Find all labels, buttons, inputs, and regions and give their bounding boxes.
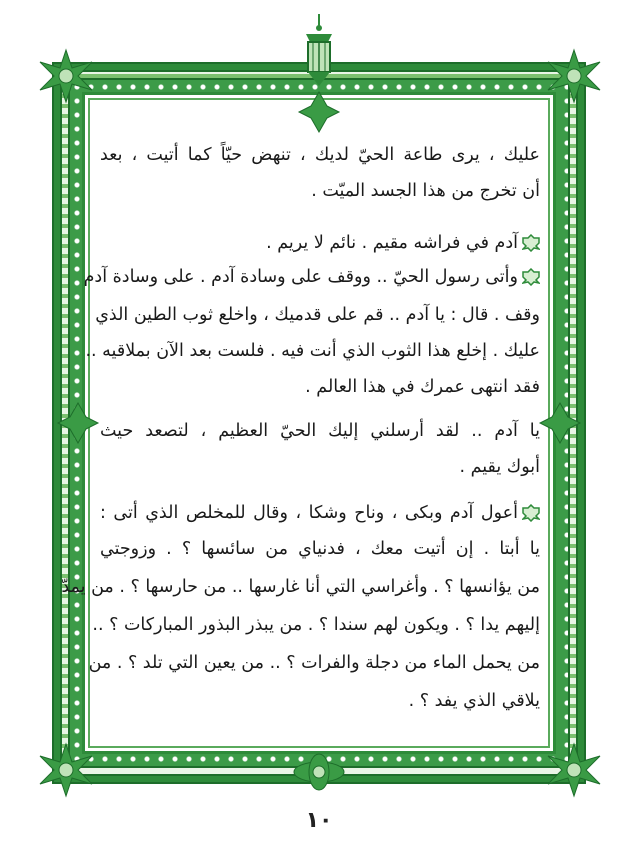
text-line: يلاقي الذي يفد ؟ . [408, 691, 540, 711]
text-line: يا أبتا . إن أتيت معك ، فدنياي من سائسها ؟ . وزوجتي [100, 539, 540, 559]
paragraph-marker-icon [522, 502, 540, 520]
text-line: فقد انتهى عمرك في هذا العالم . [305, 377, 540, 397]
corner-ornament-icon [546, 48, 602, 104]
text-line: من يؤانسها ؟ . وأغراسي التي أنا غارسها .. من حارسها ؟ . من يمدّ [61, 577, 540, 597]
leaf-ornament-icon [56, 401, 100, 445]
lantern-emblem-icon [298, 14, 340, 88]
corner-ornament-icon [38, 742, 94, 798]
flower-ornament-icon [292, 752, 346, 792]
text-line: آدم في فراشه مقيم . نائم لا يريم . [100, 228, 540, 258]
leaf-ornament-icon [538, 401, 582, 445]
text-line: من يحمل الماء من دجلة والفرات ؟ .. من يعين التي تلد ؟ . من [88, 653, 540, 673]
page-number: ١٠ [305, 808, 333, 833]
text-line: أن تخرج من هذا الجسد الميّت . [311, 181, 540, 201]
text-line: وقف . قال : يا آدم .. قم على قدميك ، واخلع ثوب الطين الذي [95, 305, 540, 325]
text-line: يا آدم .. لقد أرسلني إليك الحيّ العظيم ، لتصعد حيث [100, 421, 540, 441]
leaf-ornament-icon [297, 90, 341, 134]
text-line: وأتى رسول الحيّ .. ووقف على وسادة آدم . على وسادة آدم [100, 262, 540, 292]
text-line: عليك . إخلع هذا الثوب الذي أنت فيه . فلست بعد الآن بملاقيه .. [85, 341, 540, 361]
body-text [61, 140, 540, 730]
text-line: أبوك يقيم . [459, 457, 540, 477]
corner-ornament-icon [546, 742, 602, 798]
text-line: عليك ، يرى طاعة الحيّ لديك ، تنهض حيّاً كما أتيت ، بعد [100, 145, 540, 165]
paragraph-marker-icon [522, 266, 540, 284]
paragraph-marker-icon [522, 232, 540, 250]
text-line: أعول آدم وبكى ، وناح وشكا ، وقال للمخلص الذي أتى : [100, 498, 540, 528]
text-line: إليهم يدا ؟ . ويكون لهم سندا ؟ . من يبذر البذور المباركات ؟ .. [92, 615, 540, 635]
corner-ornament-icon [38, 48, 94, 104]
